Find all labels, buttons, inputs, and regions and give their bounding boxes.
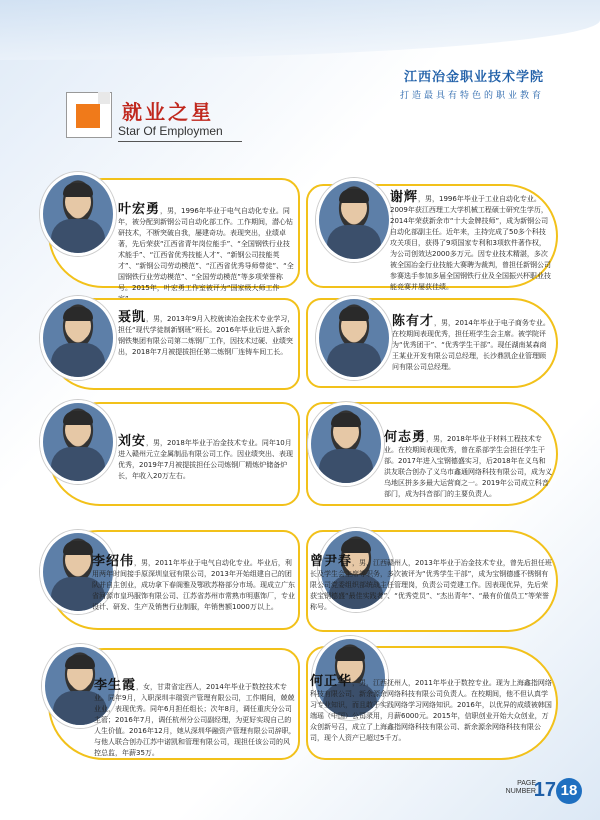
profile-name: 李绍伟 [92,554,135,569]
page-number-left: 17 [533,779,556,801]
profile-name: 叶宏勇 [118,202,161,217]
profile-name: 何志勇 [384,430,427,445]
profile-description: 男，1996年毕业于工业自动化专业。2009年获江西理工大学机械工程硕士研究生学历，2014年荣获新余市“十大金牌技师”，成为新钢公司自动化部副主任。近年来，主持完成了50多个科技攻关项目，获得了9项国家专利和3项软件著作权，为公司创效达2000多万元。因专业技术精湛，多次被全国冶金行业技能大赛聘为裁判，曾担任新钢公司参赛选手参加多届全国钢铁行业及全国振兴杯职业技能竞赛并屡获佳绩。 [390,195,551,291]
profile-description: 女，甘肃省定西人，2014年毕业于数控技术专业。同年9月，入职深圳丰瑞资产管理有限公司，工作期间，兢兢业业，表现优秀。同年6月担任组长；次年8月，调任重庆分公司主管；2016年7月，调任杭州分公司副经理，为更好实现自己的人生价值。2016年12月，她从深圳华融资产管理有限公司辞职，与他人联合创办江苏中诺凯和管理有限公司，现担任该公司的风控总监，年薪35万。 [94,683,296,757]
profile-name: 谢辉 [390,190,419,205]
profile-name: 曾尹春 [310,554,353,569]
profile-description: 男，江西抚州人，2011年毕业于数控专业。现为上海鑫指网络科技有限公司、新余源余网络科技有限公司负责人。在校期间，他不但认真学习专业知识，而且敢于实践网络学习网络知识。2016年，以优异的成绩被韩国端瑶（中国）公司录用，月薪6000元。2015年，信职创业开始大众创业，万众创新号召，成立了上海鑫指网络科技有限公司、新余源余网络科技有限公司，现个人资产已超过5千万。 [310,679,552,742]
page-label-line1: PAGE [517,780,536,787]
profile-description: 男，2014年毕业于电子商务专业。在校期间表现优秀，担任班学生会主席。被学院评为“优秀团干”、“优秀学生干部”。现任湖南某森商王某业开发有限公司总经理，长沙鼎凯企业管理顾问有限公司总经理。 [392,319,550,371]
profile-name: 刘安 [118,434,147,449]
profile-text: 叶宏勇，男，1996年毕业于电气自动化专业。同年，被分配到新钢公司自动化部工作。工作期间，潜心钻研技术，不断突破自我，屡建奇功。表现突出，业绩卓著，先后荣获“江西省青年岗位能手”、“全国钢铁行业技术能手”、“江西省优秀技能人才”、“新钢公司技能英才”、“新钢公司劳动模范”、“江西省优秀导师带徒”、“全国钢铁行业劳动模范”、“全国劳动模范”等多项荣誉称号。2015年，叶宏勇工作室被评为“国家级大师工作 [118,204,296,305]
profile-text: 刘安，男，2018年毕业于冶金技术专业。同年10月进入赣州元立金属制品有限公司工作。因业绩突出、表现优秀，2019年7月被提拔担任公司炼钢厂精炼炉储备炉长，年收入20万左右。 [118,434,293,480]
profile-photo [308,402,384,486]
profile-name: 李生霞 [94,678,137,693]
section-subtitle: Star Of Employmen [118,124,223,138]
profile-photo [40,296,116,380]
profile-photo [316,178,392,262]
section-logo-square [76,104,100,128]
profile-photo [40,400,116,484]
profile-text: 曾尹春，男，江西赣州人，2013年毕业于冶金技术专业，曾先后担任班长及学生会主席等职务，多次被评为“优秀学生干部”，成为宝钢德盛不锈钢有限公司党委组织部统战主任管理岗，负责公司党建工作。因表现优异，先后荣获宝钢德盛“最佳实践者”、“优秀党员”、“杰出青年”、“最有价值员工”等荣誉称号。 [310,554,552,611]
profile-text: 何志勇，男，2018年毕业于材料工程技术专业。在校期间表现优秀，曾在系部学生会担任学生干部。2017年进入宝钢德盛实习，后2018年在义乌和洪友联合创办了义乌市鑫通网络科技有限公司，成为义乌地区拼多多最大运营商之一。2019年公司成立科音部门，成为抖音部门的主要负责人。 [384,430,552,498]
section-logo-corner [98,92,110,104]
section-title: 就业之星 [122,100,214,124]
profile-text: 聂凯，男，2013年9月入校就读冶金技术专业学习，担任“现代学徒制新钢班”班长。2016年毕业后进入新余钢铁集团有限公司第二炼钢厂工作，因技术过硬、业绩突出，2018年7月被提拔担任第二炼钢厂连铸车间工长。 [118,310,295,356]
profile-text: 陈有才，男，2014年毕业于电子商务专业。在校期间表现优秀，担任班学生会主席。被学院评为“优秀团干”、“优秀学生干部”。现任湖南某森商王某业开发有限公司总经理，长沙鼎凯企业管理顾问有限公司总经理。 [392,314,550,371]
profile-text: 何正华，男，江西抚州人，2011年毕业于数控专业。现为上海鑫指网络科技有限公司、新余源余网络科技有限公司负责人。在校期间，他不但认真学习专业知识，而且敢于实践网络学习网络知识。2016年，以优异的成绩被韩国端瑶（中国）公司录用，月薪6000元。2015年，信职创业开始大众创业，万众创新号召，成立了上海鑫指网络科技有限公司、新余源余网络科技有限公司，现个人资产已超过5千万。 [310,674,552,742]
profile-text: 李绍伟，男，2011年毕业于电气自动化专业。毕业后，利用两年时间接手原深圳皇冠有限公司，2013年开始组建自己的团队并自主创业，成功拿下春阁雅及鄂欧苏格部分市场。现成立广东省河源市皇玛服饰有限公司、江苏省苏州市常熟市明惠饰厂，专业设计、研发、生产及销售行业制服，年销售额1000万以上。 [92,554,295,611]
profile-description: 男，1996年毕业于电气自动化专业。同年，被分配到新钢公司自动化部工作。工作期间，潜心钻研技术，不断突破自我，屡建奇功。表现突出，业绩卓著，先后荣获“江西省青年岗位能手”、“全国钢铁行业技术能手”、“江西省优秀技能人才”、“新钢公司技能英才”、“新钢公司劳动模范”、“江西省优秀导师带徒”、“全国钢铁行业劳动模范”、“全国劳动模范”等多项荣誉称号。2015年，叶宏勇工作室被评为“国家级大师工作 [118,207,294,292]
college-slogan: 打造最具有特色的职业教育 [399,91,544,101]
page-label-line2: NUMBER [505,788,536,795]
title-underline [118,141,242,142]
profile-text: 谢辉，男，1996年毕业于工业自动化专业。2009年获江西理工大学机械工程硕士研究生学历，2014年荣获新余市“十大金牌技师”，成为新钢公司自动化部副主任。近年来，主持完成了50多个科技攻关项目，获得了9项国家专利和3项软件著作权，为公司创效达2000多万元。因专业技术精湛，多次被全国冶金行业技能大赛聘为裁判，曾担任新钢公司参赛选手参加多届全国钢铁行业及全国振兴杯职业技能竞赛并屡获佳绩。 [390,190,551,291]
profile-photo [40,172,116,256]
profile-text: 李生霞，女，甘肃省定西人，2014年毕业于数控技术专业。同年9月，入职深圳丰瑞资产管理有限公司，工作期间，兢兢业业，表现优秀。同年6月担任组长；次年8月，调任重庆分公司主管；2016年7月，调任杭州分公司副经理，为更好实现自己的人生价值。2016年12月，她从深圳华融资产管理有限公司辞职，与他人联合创办江苏中诺凯和管理有限公司，现担任该公司的风控总监，年薪35万。 [94,678,296,757]
profile-description: 男，2013年9月入校就读冶金技术专业学习，担任“现代学徒制新钢班”班长。2016年毕业后进入新余钢铁集团有限公司第二炼钢厂工作，因技术过硬、业绩突出，2018年7月被提拔担任第二炼钢厂连铸车间工长。 [118,315,295,356]
college-name: 江西冶金职业技术学院 [403,70,544,85]
profile-description: 男，2011年毕业于电气自动化专业。毕业后，利用两年时间接手原深圳皇冠有限公司，2013年开始组建自己的团队并自主创业，成功拿下春阁雅及鄂欧苏格部分市场。现成立广东省河源市皇玛服饰有限公司、江苏省苏州市常熟市明惠饰厂，专业设计、研发、生产及销售行业制服，年销售额1000万以上。 [92,559,295,611]
page-number-right: 18 [556,778,582,804]
header [400,66,544,101]
profile-name: 何正华 [310,674,353,689]
profile-description: 男，2018年毕业于冶金技术专业。同年10月进入赣州元立金属制品有限公司工作。因业绩突出、表现优秀，2019年7月被提拔担任公司炼钢厂精炼炉储备炉长，年收入20万左右。 [118,439,293,480]
profile-description: 男，2018年毕业于材料工程技术专业。在校期间表现优秀，曾在系部学生会担任学生干部。2017年进入宝钢德盛实习，后2018年在义乌和洪友联合创办了义乌市鑫通网络科技有限公司，成为义乌地区拼多多最大运营商之一。2019年公司成立科音部门，成为抖音部门的主要负责人。 [384,435,552,498]
page-number-label [506,780,536,796]
profile-photo [316,296,392,380]
profile-name: 聂凯 [118,310,147,325]
profile-description: 男，江西赣州人，2013年毕业于冶金技术专业，曾先后担任班长及学生会主席等职务，多次被评为“优秀学生干部”，成为宝钢德盛不锈钢有限公司党委组织部统战主任管理岗，负责公司党建工作。因表现优异，先后荣获宝钢德盛“最佳实践者”、“优秀党员”、“杰出青年”、“最有价值员工”等荣誉称号。 [310,559,552,611]
profile-name: 陈有才 [392,314,435,329]
